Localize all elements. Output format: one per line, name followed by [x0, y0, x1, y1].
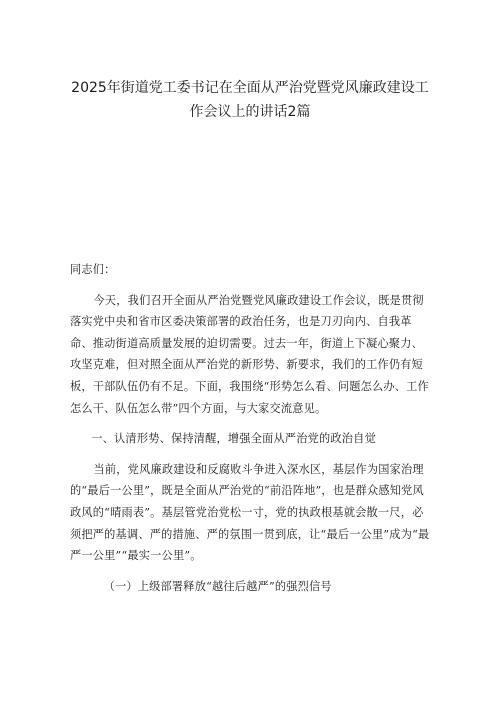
opening-paragraph: 今天，我们召开全面从严治党暨党风廉政建设工作会议，既是贯彻落实党中央和省市区委决策部署的政治任务，也是刀刃向内、自我革命、推动街道高质量发展的迫切需要。过去一年，街道上下凝心聚力、攻坚克难，但对照全面从严治党的新形势、新要求，我们的工作仍有短板，干部队伍仍有不足。下面，我围绕“形势怎么看、问题怎么办、工作怎么干、队伍怎么带”四个方面，与大家交流意见。 — [70, 293, 429, 415]
subsection-heading: （一）上级部署释放“越往后越严”的强烈信号 — [103, 579, 332, 593]
title-line-2: 作会议上的讲话2篇 — [189, 104, 311, 120]
body-paragraph: 当前，党风廉政建设和反腐败斗争进入深水区，基层作为国家治理的“最后一公里”，既是全面从严治党的“前沿阵地”，也是群众感知党风政风的“晴雨表”。基层管党治党松一寸，党的执政根基就会散一尺，必须把严的基调、严的措施、严的氛围一贯到底，让“最后一公里”成为“最严一公里”“最实一公里”。 — [70, 462, 430, 563]
document-body — [70, 259, 434, 597]
title-line-1: 2025年街道党工委书记在全面从严治党暨党风廉政建设工 — [71, 80, 429, 96]
greeting: 同志们： — [70, 263, 116, 276]
document-title — [50, 76, 450, 124]
section-heading: 一、认清形势、保持清醒，增强全面从严治党的政治自觉 — [91, 432, 376, 446]
